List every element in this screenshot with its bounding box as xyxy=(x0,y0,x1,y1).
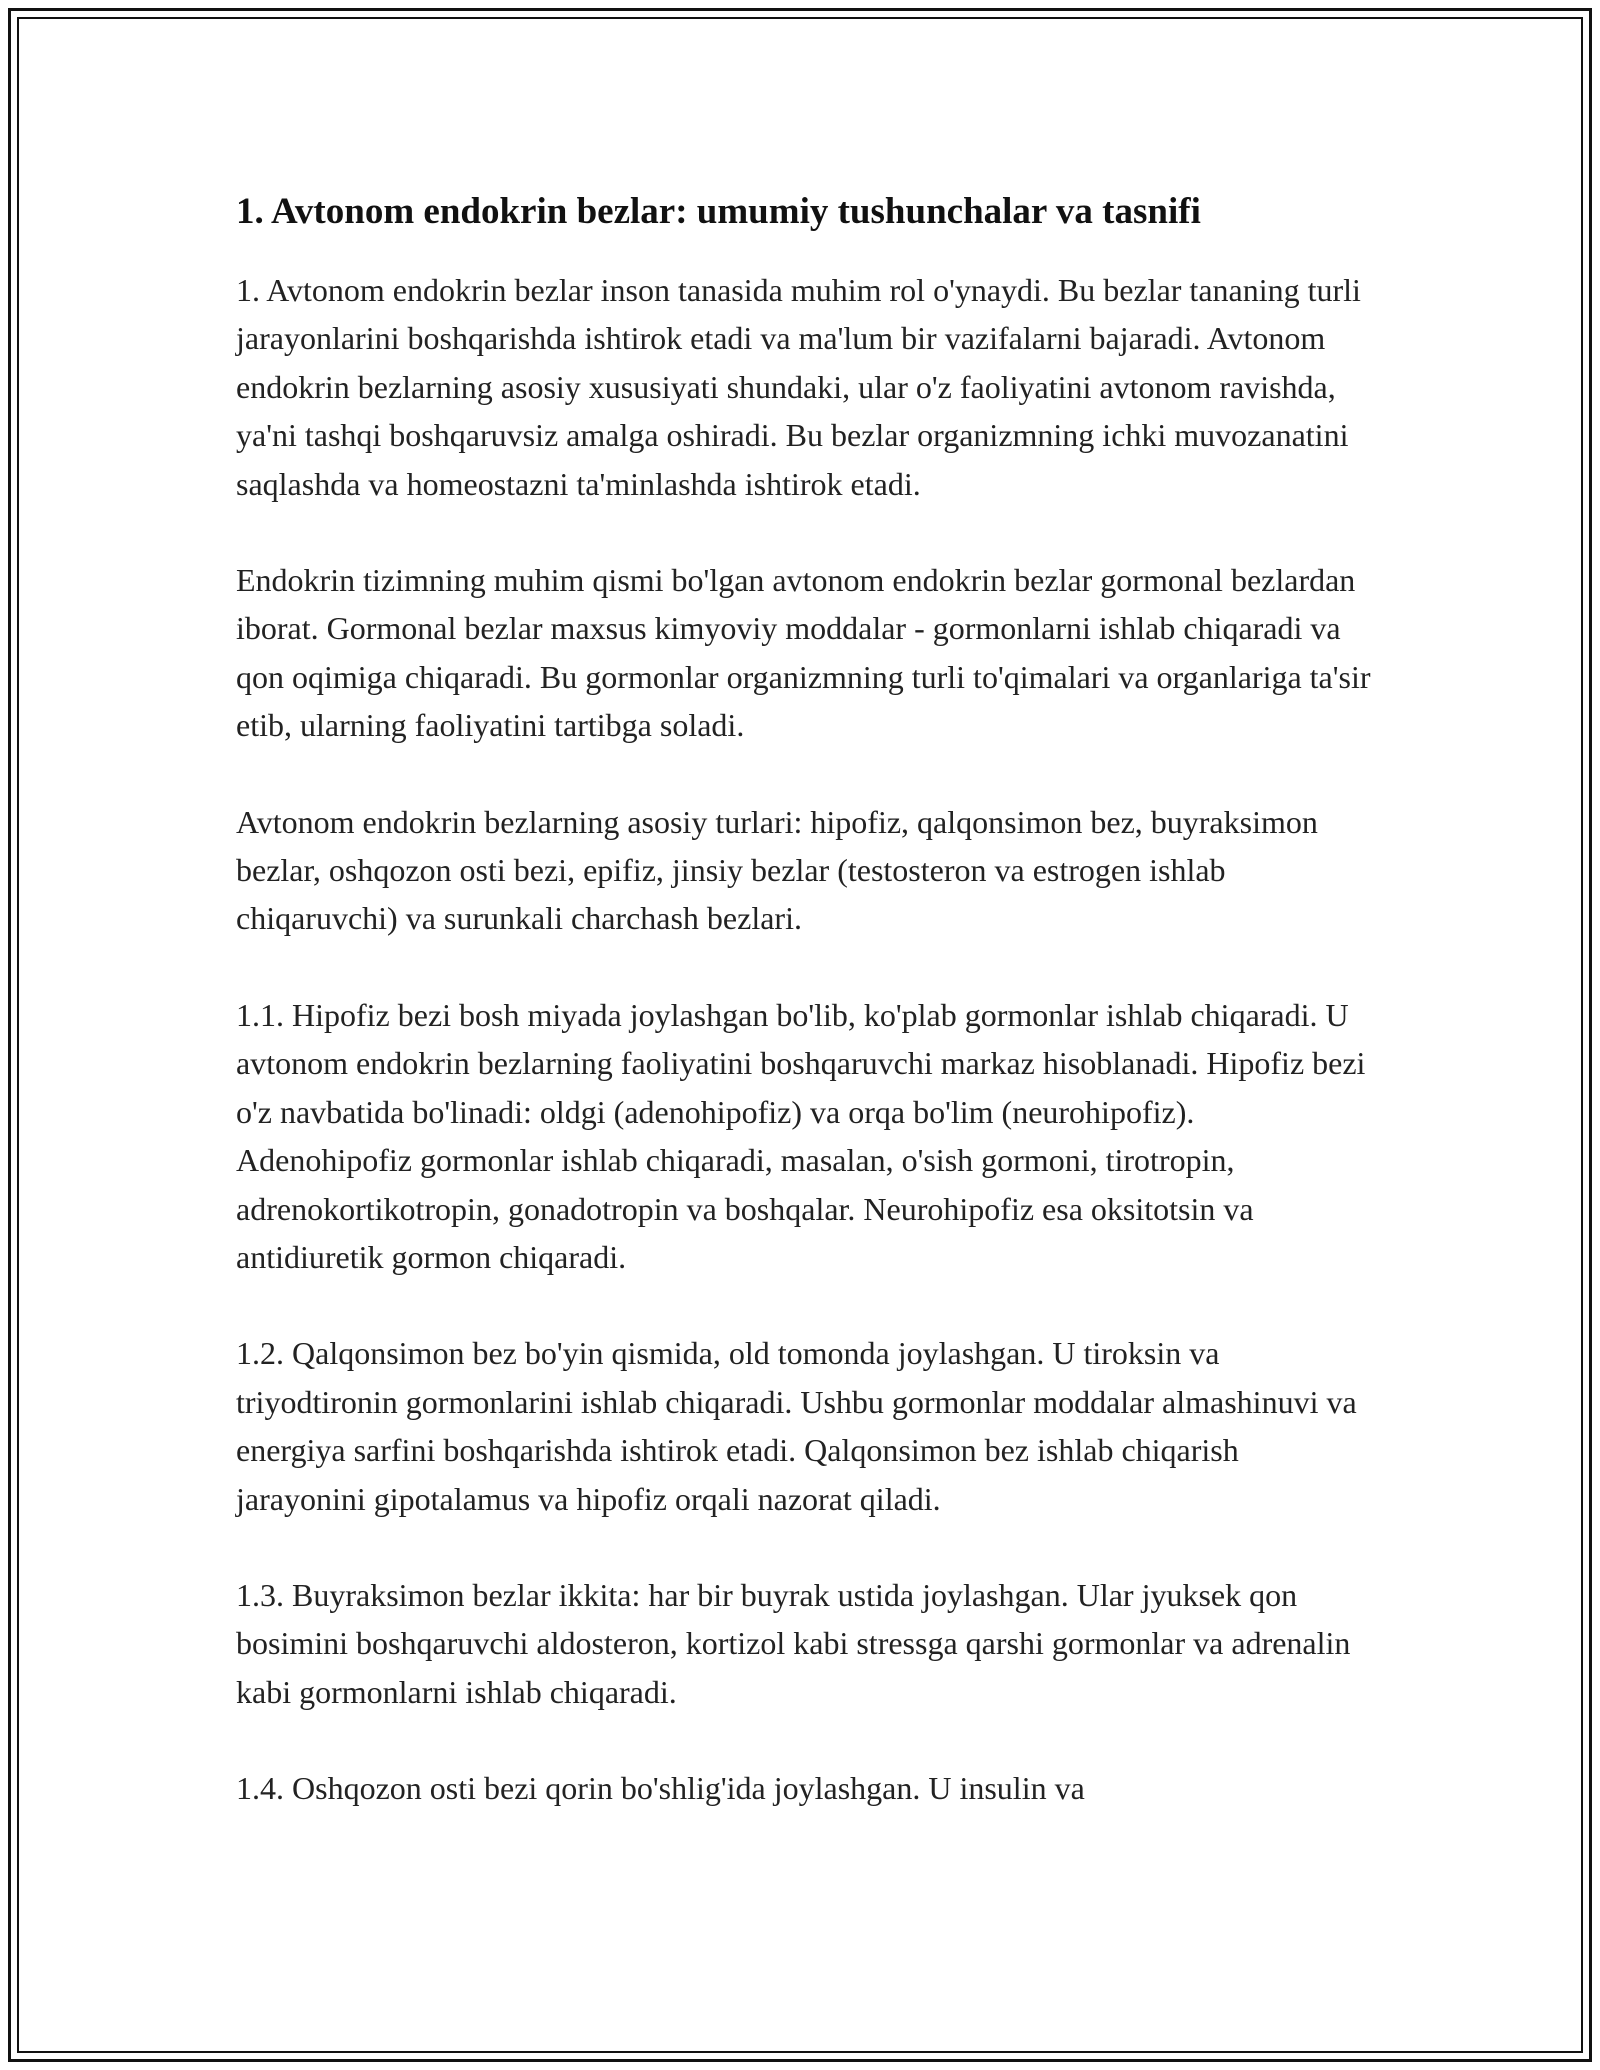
paragraph-hormonal-glands: Endokrin tizimning muhim qismi bo'lgan avtonom endokrin bezlar gormonal bezlardan iborat. Gormonal bezlar maxsus kimyoviy moddalar - gormonlarni ishlab chiqaradi va qon oqimiga chiqaradi. Bu gormonlar organizmning turli to'qimalari va organlariga ta'sir etib, ularning faoliyatini tartibga soladi. xyxy=(236,562,1371,744)
document-body xyxy=(236,186,1376,1813)
paragraph-1-3-adrenal: 1.3. Buyraksimon bezlar ikkita: har bir buyrak ustida joylashgan. Ular jyuksek qon bosimini boshqaruvchi aldosteron, kortizol kabi stressga qarshi gormonlar va adrenalin kabi gormonlarni ishlab chiqaradi. xyxy=(236,1576,1351,1710)
paragraph-1-1-pituitary: 1.1. Hipofiz bezi bosh miyada joylashgan bo'lib, ko'plab gormonlar ishlab chiqaradi. U avtonom endokrin bezlarning faoliyatini boshqaruvchi markaz hisoblanadi. Hipofiz bezi o'z navbatida bo'linadi: oldgi (adenohipofiz) va orqa bo'lim (neurohipofiz). Adenohipofiz gormonlar ishlab chiqaradi, masalan, o'sish gormoni, tirotropin, adrenokortikotropin, gonadotropin va boshqalar. Neurohipofiz esa oksitotsin va antidiuretik gormon chiqaradi. xyxy=(236,996,1366,1275)
paragraph-intro: 1. Avtonom endokrin bezlar inson tanasida muhim rol o'ynaydi. Bu bezlar tananing turli jarayonlarini boshqarishda ishtirok etadi va ma'lum bir vazifalarni bajaradi. Avtonom endokrin bezlarning asosiy xususiyati shundaki, ular o'z faoliyatini avtonom ravishda, ya'ni tashqi boshqaruvsiz amalga oshiradi. Bu bezlar organizmning ichki muvozanatini saqlashda va homeostazni ta'minlashda ishtirok etadi. xyxy=(236,272,1361,502)
paragraph-1-2-thyroid: 1.2. Qalqonsimon bez bo'yin qismida, old tomonda joylashgan. U tiroksin va triyodtironin gormonlarini ishlab chiqaradi. Ushbu gormonlar moddalar almashinuvi va energiya sarfini boshqarishda ishtirok etadi. Qalqonsimon bez ishlab chiqarish jarayonini gipotalamus va hipofiz orqali nazorat qiladi. xyxy=(236,1335,1357,1517)
paragraph-1-4-pancreas: 1.4. Oshqozon osti bezi qorin bo'shlig'ida joylashgan. U insulin va xyxy=(236,1770,1085,1807)
section-heading: 1. Avtonom endokrin bezlar: umumiy tushunchalar va tasnifi xyxy=(236,191,1201,232)
paragraph-gland-types: Avtonom endokrin bezlarning asosiy turlari: hipofiz, qalqonsimon bez, buyraksimon bezlar, oshqozon osti bezi, epifiz, jinsiy bezlar (testosteron va estrogen ishlab chiqaruvchi) va surunkali charchash bezlari. xyxy=(236,803,1318,937)
